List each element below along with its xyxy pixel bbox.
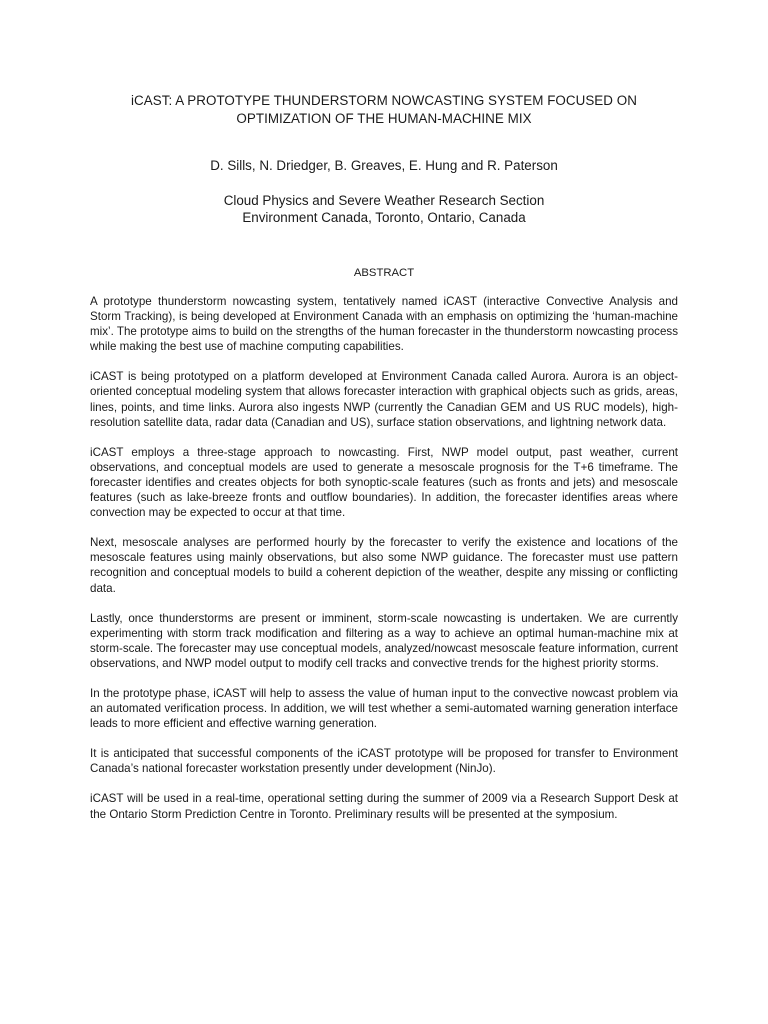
abstract-paragraph-4: Next, mesoscale analyses are performed hourly by the forecaster to verify the existence and locations of the mesoscale features using mainly observations, but also some NWP guidance. The forecaster must use pattern recognition and conceptual models to build a coherent depiction of the weather, despite any missing or conflicting data. (90, 536, 678, 595)
affiliation (90, 192, 678, 226)
abstract-paragraph-2: iCAST is being prototyped on a platform developed at Environment Canada called Aurora. Aurora is an object-oriented conceptual modeling system that allows forecaster interaction with graphical objects such as grids, areas, lines, points, and time links. Aurora also ingests NWP (currently the Canadian GEM and US RUC models), high-resolution satellite data, radar data (Canadian and US), surface station observations, and lightning network data. (90, 370, 678, 429)
abstract-paragraph-8: iCAST will be used in a real-time, operational setting during the summer of 2009 via a Research Support Desk at the Ontario Storm Prediction Centre in Toronto. Preliminary results will be presented at the symposium. (90, 792, 678, 821)
abstract-body (90, 294, 678, 822)
paper-page (90, 92, 678, 822)
paper-title-line-1: iCAST: A PROTOTYPE THUNDERSTORM NOWCASTING SYSTEM FOCUSED ON (131, 93, 637, 108)
abstract-paragraph-3: iCAST employs a three-stage approach to nowcasting. First, NWP model output, past weather, current observations, and conceptual models are used to generate a mesoscale prognosis for the T+6 timeframe. The forecaster identifies and creates objects for both synoptic-scale features (such as fronts and jets) and mesoscale features (such as lake-breeze fronts and outflow boundaries). In addition, the forecaster identifies areas where convection may be expected to occur at that time. (90, 445, 678, 520)
paper-title-line-2: OPTIMIZATION OF THE HUMAN-MACHINE MIX (236, 111, 532, 126)
affiliation-line-2: Environment Canada, Toronto, Ontario, Canada (242, 210, 526, 225)
abstract-heading: ABSTRACT (353, 267, 415, 279)
paper-title (90, 92, 678, 128)
affiliation-line-1: Cloud Physics and Severe Weather Research Section (223, 193, 545, 208)
abstract-paragraph-5: Lastly, once thunderstorms are present or imminent, storm-scale nowcasting is undertaken. We are currently experimenting with storm track modification and filtering as a way to achieve an optimal human-machine mix at storm-scale. The forecaster may use conceptual models, analyzed/nowcast mesoscale feature information, current observations, and NWP model output to modify cell tracks and convective trends for the highest priority storms. (90, 611, 678, 670)
author-list: D. Sills, N. Driedger, B. Greaves, E. Hung and R. Paterson (210, 158, 558, 173)
abstract-paragraph-7: It is anticipated that successful components of the iCAST prototype will be proposed for transfer to Environment Canada’s national forecaster workstation presently under development (NinJo). (90, 747, 678, 776)
abstract-paragraph-6: In the prototype phase, iCAST will help to assess the value of human input to the convective nowcast problem via an automated verification process. In addition, we will test whether a semi-automated warning generation interface leads to more efficient and effective warning generation. (90, 686, 678, 731)
abstract-paragraph-1: A prototype thunderstorm nowcasting system, tentatively named iCAST (interactive Convective Analysis and Storm Tracking), is being developed at Environment Canada with an emphasis on optimizing the ‘human-machine mix’. The prototype aims to build on the strengths of the human forecaster in the thunderstorm nowcasting process while making the best use of machine computing capabilities. (90, 295, 678, 354)
